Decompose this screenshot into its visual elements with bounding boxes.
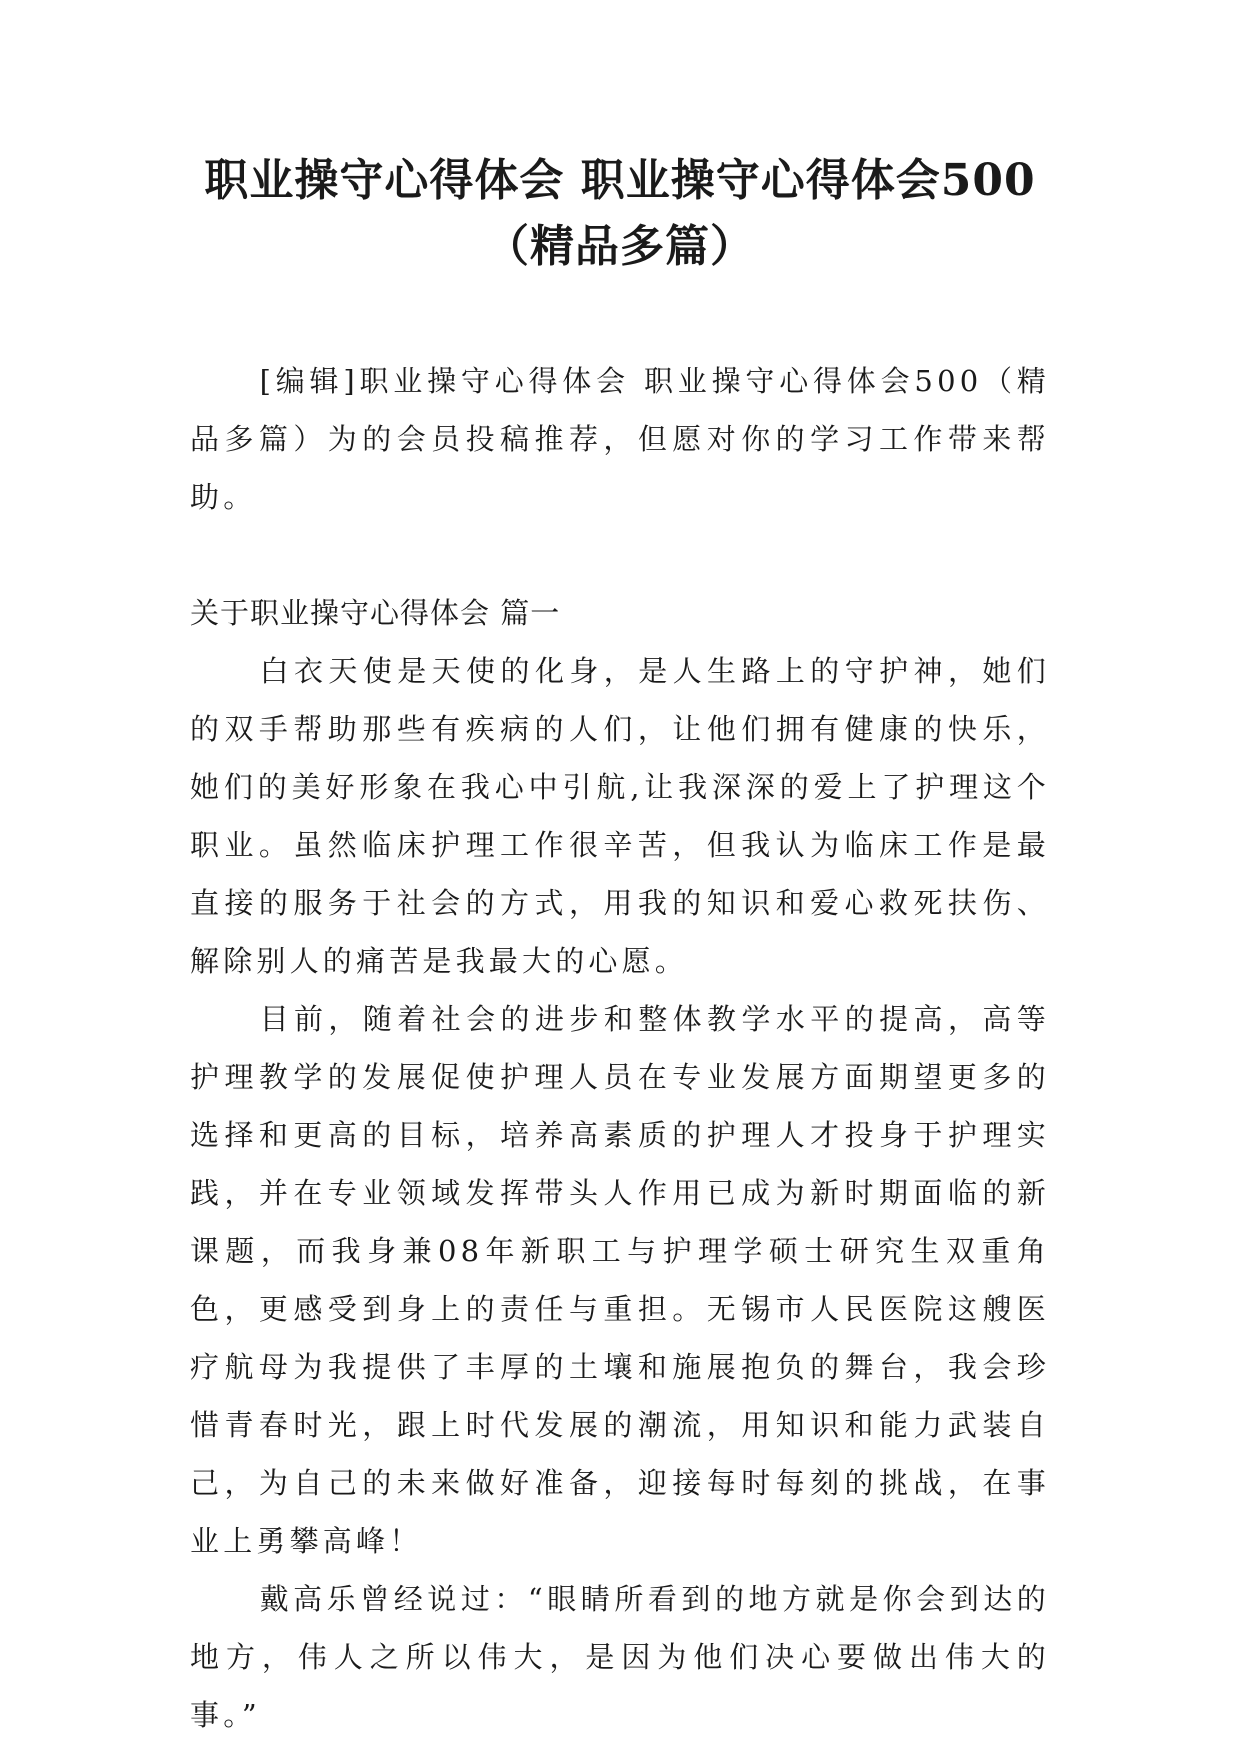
- document-body: [190, 352, 1050, 1744]
- body-paragraph-3: 戴高乐曾经说过：“眼睛所看到的地方就是你会到达的地方，伟人之所以伟大，是因为他们决心要做出伟大的事。”: [190, 1582, 1050, 1732]
- body-paragraph-1: 白衣天使是天使的化身，是人生路上的守护神，她们的双手帮助那些有疾病的人们，让他们拥有健康的快乐，她们的美好形象在我心中引航,让我深深的爱上了护理这个职业。虽然临床护理工作很辛苦，但我认为临床工作是最直接的服务于社会的方式，用我的知识和爱心救死扶伤、解除别人的痛苦是我最大的心愿。: [190, 654, 1050, 978]
- document-title: [150, 148, 1090, 280]
- body-paragraph-2: 目前，随着社会的进步和整体教学水平的提高，高等护理教学的发展促使护理人员在专业发展方面期望更多的选择和更高的目标，培养高素质的护理人才投身于护理实践，并在专业领域发挥带头人作用已成为新时期面临的新课题，而我身兼08年新职工与护理学硕士研究生双重角色，更感受到身上的责任与重担。无锡市人民医院这艘医疗航母为我提供了丰厚的土壤和施展抱负的舞台，我会珍惜青春时光，跟上时代发展的潮流，用知识和能力武装自己，为自己的未来做好准备，迎接每时每刻的挑战，在事业上勇攀高峰！: [190, 1002, 1050, 1558]
- section-heading: 关于职业操守心得体会 篇一: [190, 596, 561, 630]
- document-title-line-2: （精品多篇）: [485, 221, 755, 272]
- intro-paragraph: [编辑]职业操守心得体会 职业操守心得体会500（精品多篇）为的会员投稿推荐，但愿对你的学习工作带来帮助。: [190, 364, 1050, 514]
- document-title-line-1: 职业操守心得体会 职业操守心得体会500: [204, 155, 1036, 206]
